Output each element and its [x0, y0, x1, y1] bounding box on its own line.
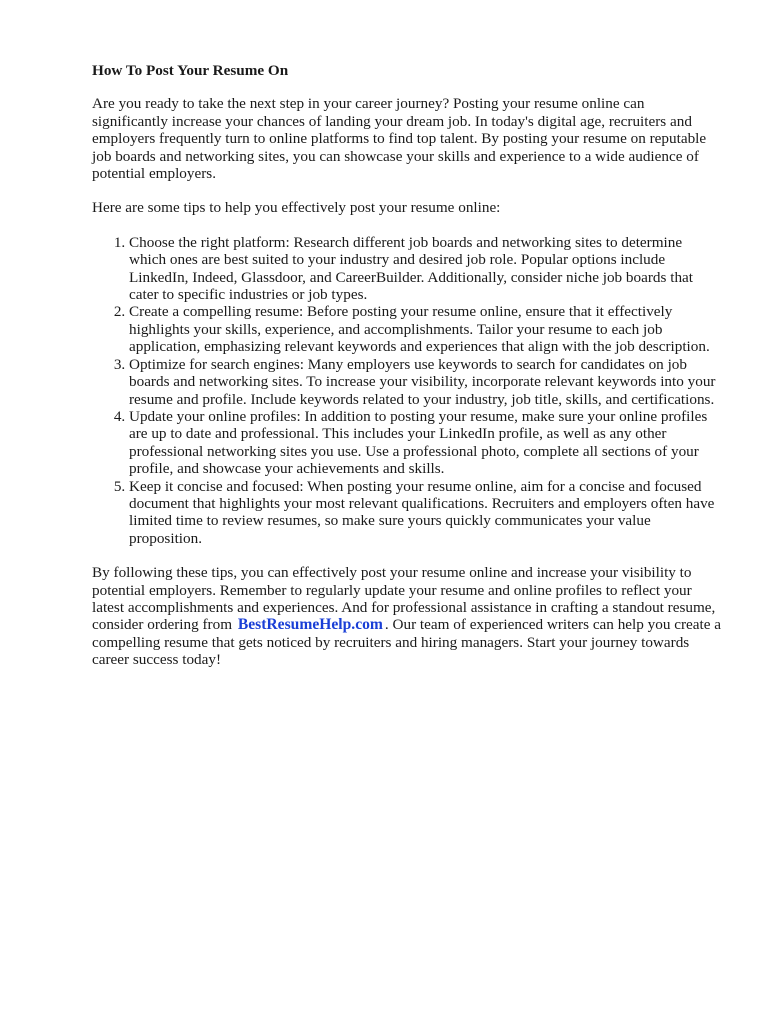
- list-item: 5. Keep it concise and focused: When posting your resume online, aim for a concise and focused document that highlights your most relevant qualifications. Recruiters and employers often have limited time to review resumes, so make sure yours quickly communicates your value proposition.: [129, 478, 722, 548]
- document-title: How To Post Your Resume On: [92, 62, 289, 79]
- list-item: 4. Update your online profiles: In addition to posting your resume, make sure your online profiles are up to date and professional. This includes your LinkedIn profile, as well as any other professional networking sites you use. Use a professional photo, complete all sections of your profile, and showcase your achievements and skills.: [129, 408, 722, 478]
- intro-paragraph: Are you ready to take the next step in your career journey? Posting your resume online can significantly increase your chances of landing your dream job. In today's digital age, recruiters and employers frequently turn to online platforms to find top talent. By posting your resume on reputable job boards and networking sites, you can showcase your skills and experience to a wide audience of potential employers.: [92, 95, 707, 183]
- tips-intro-paragraph: Here are some tips to help you effectively post your resume online:: [92, 199, 501, 217]
- closing-paragraph: [92, 564, 722, 668]
- list-item: 1. Choose the right platform: Research different job boards and networking sites to determine which ones are best suited to your industry and desired job role. Popular options include LinkedIn, Indeed, Glassdoor, and CareerBuilder. Additionally, consider niche job boards that cater to specific industries or job types.: [129, 234, 722, 304]
- list-item: 3. Optimize for search engines: Many employers use keywords to search for candidates on job boards and networking sites. To increase your visibility, incorporate relevant keywords into your resume and profile. Include keywords related to your industry, job title, skills, and certifications.: [129, 356, 722, 408]
- closing-text-after-link: . Our team of experienced writers can help you create a compelling resume that gets noticed by recruiters and hiring managers. Start your journey towards career success today!: [92, 616, 721, 669]
- tips-list: [92, 234, 722, 547]
- closing-text-before-link: By following these tips, you can effectively post your resume online and increase your visibility to potential employers. Remember to regularly update your resume and online profiles to reflect your latest accomplishments and experiences. And for professional assistance in crafting a standout resume, consider ordering from: [92, 564, 716, 634]
- document-page: [92, 58, 722, 686]
- best-resume-help-link[interactable]: BestResumeHelp.com: [237, 616, 383, 634]
- list-item: 2. Create a compelling resume: Before posting your resume online, ensure that it effectively highlights your skills, experience, and accomplishments. Tailor your resume to each job application, emphasizing relevant keywords and experiences that align with the job description.: [129, 303, 722, 355]
